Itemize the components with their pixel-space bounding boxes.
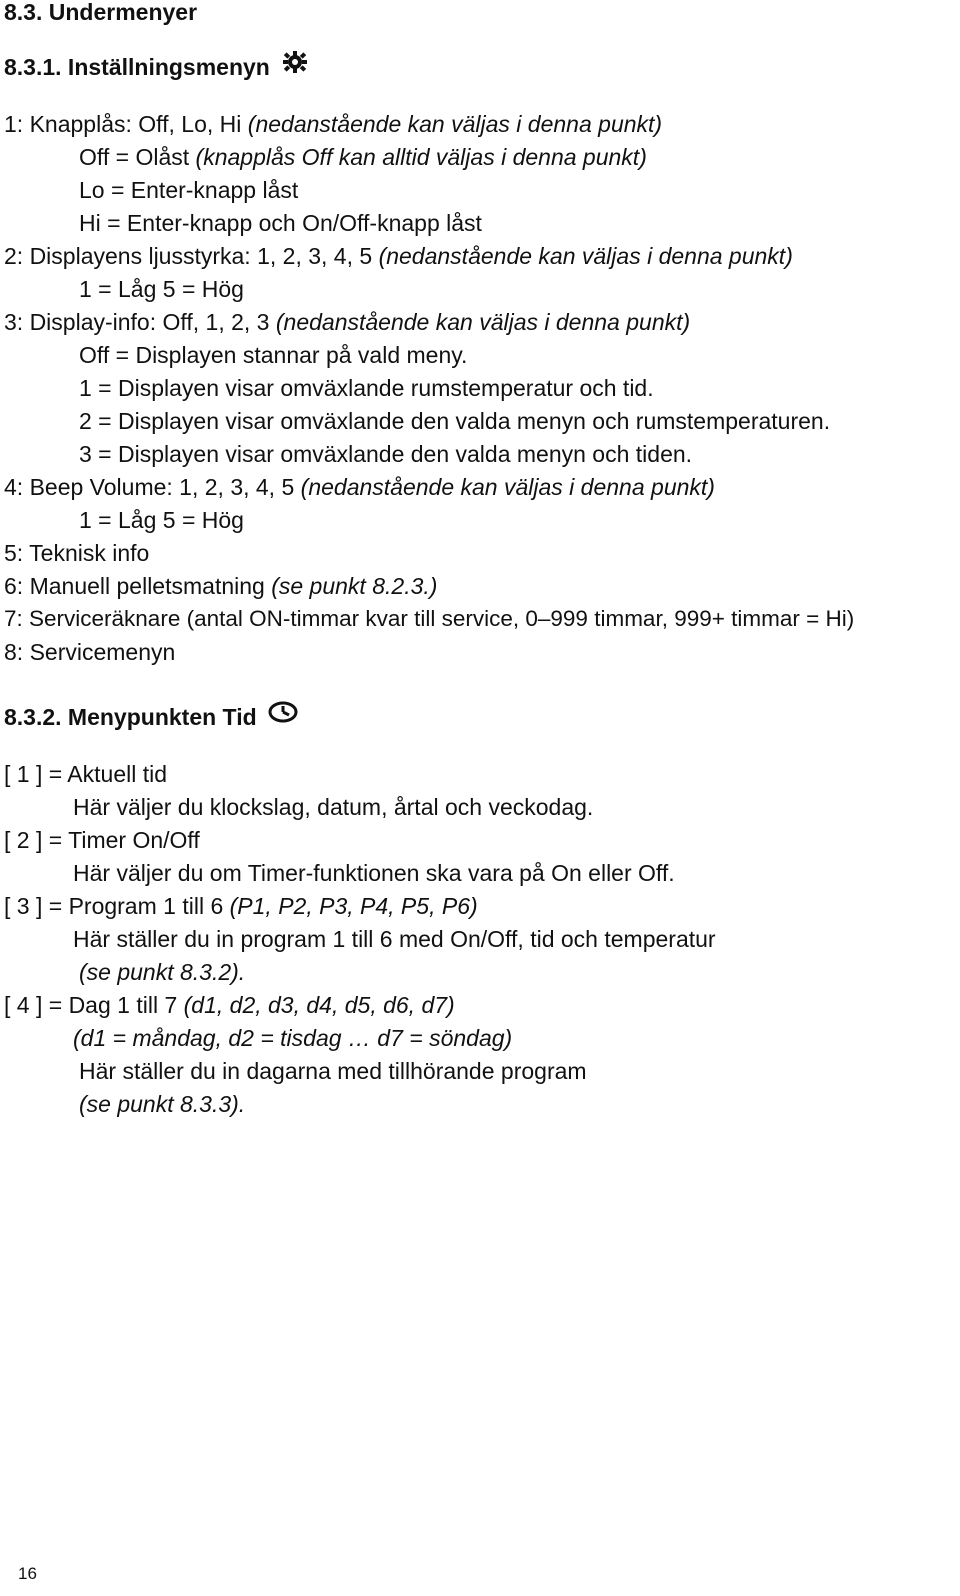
settings-item-1-hi: Hi = Enter-knapp och On/Off-knapp låst [79,210,482,236]
time-item-2: [ 2 ] = Timer On/Off [4,827,200,853]
settings-item-7: 7: Serviceräknare (antal ON-timmar kvar till service, 0–999 timmar, 999+ timmar = Hi) [4,606,855,631]
settings-item-3-off: Off = Displayen stannar på vald meny. [79,342,468,368]
time-item-2-desc: Här väljer du om Timer-funktionen ska vara på On eller Off. [73,860,675,886]
settings-item-3-3: 3 = Displayen visar omväxlande den valda menyn och tiden. [79,441,693,467]
settings-item-5: 5: Teknisk info [4,540,150,566]
gear-icon [280,50,310,80]
settings-item-3-1: 1 = Displayen visar omväxlande rumstemperatur och tid. [79,375,654,401]
section-heading-8-3-2 [4,703,299,734]
settings-item-3: 3: Display-info: Off, 1, 2, 3 (nedanstående kan väljas i denna punkt) [4,309,691,335]
time-item-4-desc: Här ställer du in dagarna med tillhörande program [79,1058,587,1084]
time-item-3-desc: Här ställer du in program 1 till 6 med On/Off, tid och temperatur [73,926,716,952]
time-item-4: [ 4 ] = Dag 1 till 7 (d1, d2, d3, d4, d5, d6, d7) [4,992,455,1018]
settings-item-2-range: 1 = Låg 5 = Hög [79,276,244,302]
settings-item-1-lo: Lo = Enter-knapp låst [79,177,299,203]
settings-item-8: 8: Servicemenyn [4,639,176,665]
settings-item-2: 2: Displayens ljusstyrka: 1, 2, 3, 4, 5 (nedanstående kan väljas i denna punkt) [4,243,793,269]
heading-text: 8.3.2. Menypunkten Tid [4,704,257,730]
section-heading-8-3-1 [4,53,310,84]
time-item-1-desc: Här väljer du klockslag, datum, årtal och veckodag. [73,794,594,820]
settings-item-4-range: 1 = Låg 5 = Hög [79,507,244,533]
section-heading-8-3: 8.3. Undermenyer [4,0,198,25]
heading-text: 8.3.1. Inställningsmenyn [4,54,270,80]
settings-item-1-off: Off = Olåst (knapplås Off kan alltid väljas i denna punkt) [79,144,647,170]
settings-item-1: 1: Knapplås: Off, Lo, Hi (nedanstående kan väljas i denna punkt) [4,111,663,137]
time-item-3-ref: (se punkt 8.3.2). [79,959,246,985]
time-item-4-days: (d1 = måndag, d2 = tisdag … d7 = söndag) [73,1025,513,1051]
time-item-3: [ 3 ] = Program 1 till 6 (P1, P2, P3, P4, P5, P6) [4,893,478,919]
time-item-1: [ 1 ] = Aktuell tid [4,761,168,787]
clock-icon [267,700,299,730]
page-number: 16 [18,1564,37,1583]
settings-item-3-2: 2 = Displayen visar omväxlande den valda menyn och rumstemperaturen. [79,408,831,434]
settings-item-4: 4: Beep Volume: 1, 2, 3, 4, 5 (nedanstående kan väljas i denna punkt) [4,474,715,500]
time-item-4-ref: (se punkt 8.3.3). [79,1091,246,1117]
settings-item-6: 6: Manuell pelletsmatning (se punkt 8.2.3.) [4,573,438,599]
